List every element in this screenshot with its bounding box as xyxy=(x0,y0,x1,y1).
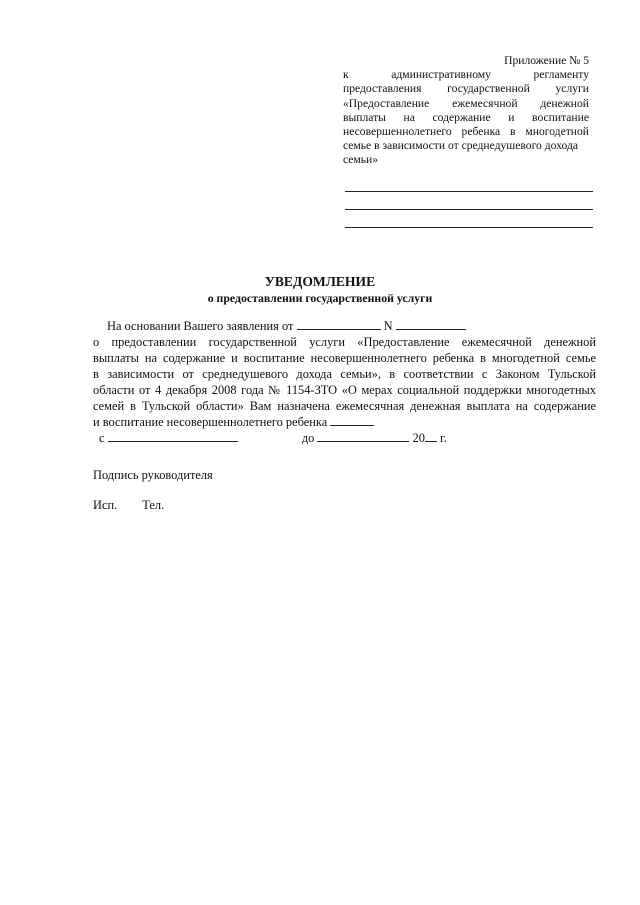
body-line: области от 4 декабря 2008 года № 1154-ЗТО «О мерах социальной поддержки многодетных xyxy=(93,383,596,397)
appendix-line: к административному регламенту xyxy=(343,68,589,82)
year-prefix: 20 xyxy=(412,431,425,445)
period-line xyxy=(93,430,596,446)
appendix-line: семьи» xyxy=(343,153,379,167)
appendix-line: предоставления государственной услуги xyxy=(343,82,589,96)
body-line: и воспитание несовершеннолетнего ребенка xyxy=(93,415,328,429)
body-line: в зависимости от среднедушевого дохода семьи», в соответствии с Законом Тульской xyxy=(93,367,596,381)
body-line-7 xyxy=(93,414,596,430)
blank-signature-line xyxy=(345,227,593,228)
appendix-line: несовершеннолетнего ребенка в многодетной xyxy=(343,125,589,139)
application-date-blank xyxy=(297,318,381,330)
to-label: до xyxy=(301,431,315,445)
appendix-block xyxy=(343,54,589,168)
body-line: выплаты на содержание и воспитание несовершеннолетнего ребенка в многодетной семье xyxy=(93,351,596,365)
body-line: о предоставлении государственной услуги «Предоставление ежемесячной денежной xyxy=(93,335,596,349)
year-suffix: г. xyxy=(440,431,447,445)
from-date-blank xyxy=(108,430,238,442)
executor-label: Исп. xyxy=(93,498,118,512)
to-date-blank xyxy=(317,430,409,442)
from-label: с xyxy=(99,431,105,445)
notice-title: УВЕДОМЛЕНИЕ xyxy=(264,274,376,289)
appendix-line: выплаты на содержание и воспитание xyxy=(343,110,589,124)
application-number-blank xyxy=(396,318,466,330)
notice-subtitle: о предоставлении государственной услуги xyxy=(207,291,433,305)
blank-signature-line xyxy=(345,209,593,210)
notice-body xyxy=(93,318,596,446)
blank-signature-line xyxy=(345,191,593,192)
appendix-line: «Предоставление ежемесячной денежной xyxy=(343,96,589,110)
application-number-label: N xyxy=(383,319,393,333)
child-name-blank xyxy=(330,414,374,426)
appendix-title: Приложение № 5 xyxy=(504,54,589,67)
appendix-line: семье в зависимости от среднедушевого дохода xyxy=(343,139,578,153)
body-line: семей в Тульской области» Вам назначена ежемесячная денежная выплата на содержание xyxy=(93,399,596,413)
executor-line xyxy=(93,498,164,513)
signature-label: Подпись руководителя xyxy=(93,468,213,482)
year-blank xyxy=(425,430,437,442)
phone-label: Тел. xyxy=(142,498,165,512)
application-date-label: На основании Вашего заявления от xyxy=(107,319,294,333)
body-line-1 xyxy=(93,318,596,334)
